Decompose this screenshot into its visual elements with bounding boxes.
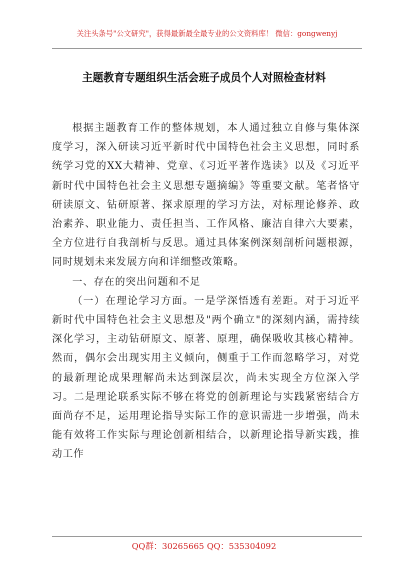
section-heading: 一、存在的突出问题和不足 <box>72 276 201 288</box>
footer-contact: QQ群：30265665 QQ：535304092 <box>131 541 277 551</box>
subsection-paragraph: （一）在理论学习方面。一是学深悟透有差距。对于习近平新时代中国特色社会主义思想及"两个确立"的深刻内涵，需持续深化学习，主动钻研原文、原著、原理，确保吸收其核心精神。然而，偶尔会出现实用主义倾向，侧重于工作而忽略学习，对党的最新理论成果理解尚未达到深层次，尚未实现全方位深入学习。二是理论联系实际不够在将党的创新理论与实践紧密结合方面尚存不足，运用理论指导实际工作的意识需进一步增强，尚未能有效将工作实际与理论创新相结合，以新理论指导新实践，推动工作 <box>52 295 360 461</box>
document-title: 主题教育专题组织生活会班子成员个人对照检查材料 <box>82 72 326 84</box>
header-note: 关注头条号"公文研究"，获得最新最全最专业的公文资料库！ 微信：gongwenyj <box>76 29 338 38</box>
document-body <box>52 119 360 465</box>
header-rule <box>52 26 362 49</box>
intro-paragraph: 根据主题教育工作的整体规划，本人通过独立自修与集体深度学习，深入研读习近平新时代中国特色社会主义思想，同时系统学习党的XX大精神、党章、《习近平著作选读》以及《习近平新时代中国特色社会主义思想专题摘编》等重要文献。笔者恪守研读原文、钻研原著、探求原理的学习方法，对标理论修养、政治素养、职业能力、责任担当、工作风格、廉洁自律六大要素，全方位进行自我剖析与反思。通过具体案例深刻剖析问题根源，同时规划未来发展方向和详细整改策略。 <box>52 123 360 269</box>
